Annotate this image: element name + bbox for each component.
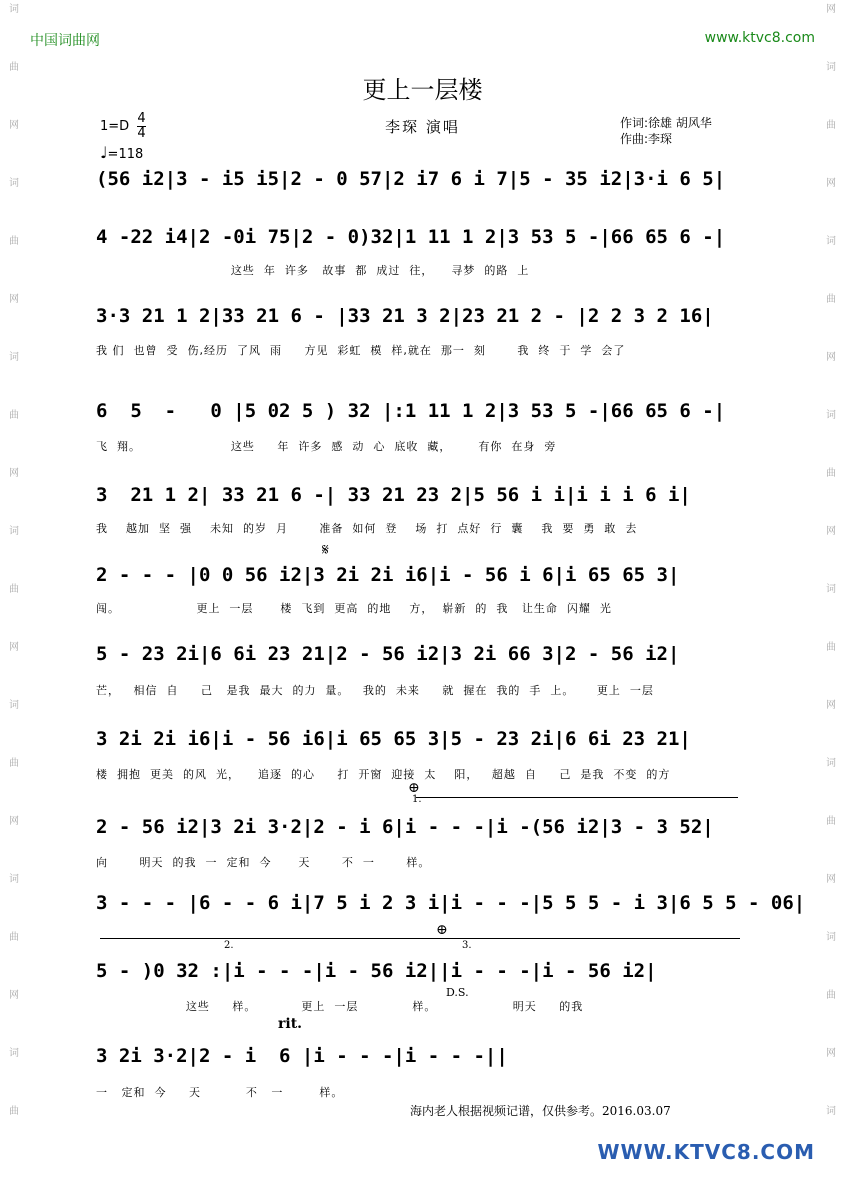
side-char: 词 [826,932,836,943]
tempo-marking [100,143,143,162]
notation-row-5: 3 21 1 2| 33 21 6 -| 33 21 23 2|5 56 i i|i i i 6 i| [96,484,691,506]
side-char: 曲 [826,120,836,131]
site-url-right[interactable]: www.ktvc8.com [704,30,815,46]
volta-3-label: 3. [462,940,472,951]
site-name-left[interactable]: 中国词曲网 [30,33,100,49]
side-char: 曲 [9,758,19,769]
side-char: 网 [826,4,836,15]
side-char: 词 [9,1048,19,1059]
side-char: 词 [826,584,836,595]
side-char: 词 [9,526,19,537]
side-char: 曲 [9,932,19,943]
rit-mark: rit. [278,1016,303,1032]
notation-row-12: 3 2i 3·2|2 - i 6 |i - - -|i - - -|| [96,1045,508,1067]
side-char: 曲 [9,62,19,73]
side-char: 词 [9,874,19,885]
notation-row-3: 3·3 21 1 2|33 21 6 - |33 21 3 2|23 21 2 - |2 2 3 2 16| [96,305,714,327]
side-char: 网 [9,816,19,827]
side-char: 网 [826,1048,836,1059]
notation-row-11: 5 - )0 32 :|i - - -|i - 56 i2||i - - -|i - 56 i2| [96,960,657,982]
notation-row-4: 6 5 - 0 |5 02 5 ) 32 |:1 11 1 2|3 53 5 -|66 65 6 -| [96,400,726,422]
side-char: 网 [9,642,19,653]
time-denominator: 4 [137,126,146,141]
side-char: 词 [826,410,836,421]
notation-row-8: 3 2i 2i i6|i - 56 i6|i 65 65 3|5 - 23 2i|6 6i 23 21| [96,728,691,750]
ds-mark: D.S. [446,986,469,999]
side-char: 曲 [9,584,19,595]
side-char: 词 [826,758,836,769]
notation-row-2: 4 -22 i4|2 -0i 75|2 - 0)32|1 11 1 2|3 53 5 -|66 65 6 -| [96,226,726,248]
side-char: 词 [9,352,19,363]
side-char: 词 [826,62,836,73]
key-label: 1=D [100,119,130,134]
lyric-row-4: 飞 翔。 这些 年 许多 感 动 心 底收 藏， 有你 在身 旁 [96,440,557,453]
lyric-row-12: 一 定和 今 天 不 一 样。 [96,1086,344,1099]
side-watermark-left [4,4,24,1164]
lyric-row-8: 楼 拥抱 更美 的风 光， 追逐 的心 打 开窗 迎接 太 阳， 超越 自 己 是我 不变 的方 [96,768,671,781]
side-char: 曲 [826,468,836,479]
side-char: 词 [826,1106,836,1117]
lyric-row-11: 这些 样。 更上 一层 样。 明天 的我 [96,1000,584,1013]
side-char: 网 [826,178,836,189]
coda-icon: ⊕ [408,780,420,796]
side-char: 网 [9,294,19,305]
singer-line: 李琛 演唱 [385,118,460,136]
side-char: 曲 [826,990,836,1001]
side-char: 词 [9,4,19,15]
volta-2-label: 2. [224,940,234,951]
time-numerator: 4 [137,111,146,126]
footer-logo[interactable]: WWW.KTVC8.COM [597,1140,815,1164]
notation-row-6: 2 - - - |0 0 56 i2|3 2i 2i i6|i - 56 i 6|i 65 65 3| [96,564,680,586]
lyric-row-5: 我 越加 坚 强 未知 的岁 月 准备 如何 登 场 打 点好 行 囊 我 要 勇 敢 去 [96,522,638,535]
time-signature [137,112,145,141]
side-char: 词 [9,700,19,711]
side-char: 词 [826,236,836,247]
lyricist: 作词:徐雄 胡风华 [620,116,712,130]
composer: 作曲:李琛 [620,132,673,146]
side-char: 曲 [9,410,19,421]
side-char: 网 [9,990,19,1001]
side-char: 曲 [9,1106,19,1117]
notation-row-10: 3 - - - |6 - - 6 i|7 5 i 2 3 i|i - - -|5 5 5 - i 3|6 5 5 - 06| [96,892,806,914]
side-char: 曲 [826,642,836,653]
lyric-row-2: 这些 年 许多 故事 都 成过 往， 寻梦 的路 上 [96,264,530,277]
side-watermark-right [821,4,841,1164]
key-signature [100,112,146,141]
volta-1-bracket [416,797,738,798]
lyric-row-9: 向 明天 的我 一 定和 今 天 不 一 样。 [96,856,431,869]
lyric-row-6: 闯。 更上 一层 楼 飞到 更高 的地 方， 崭新 的 我 让生命 闪耀 光 [96,602,612,615]
notation-row-7: 5 - 23 2i|6 6i 23 21|2 - 56 i2|3 2i 66 3|2 - 56 i2| [96,643,680,665]
footer-note: 海内老人根据视频记谱，仅供参考。2016.03.07 [410,1104,671,1118]
side-char: 曲 [826,294,836,305]
side-char: 网 [826,700,836,711]
coda-icon: ⊕ [436,922,448,938]
side-char: 词 [9,178,19,189]
side-char: 网 [9,468,19,479]
volta-1-label: 1. [412,794,422,805]
song-title: 更上一层楼 [362,76,483,104]
side-char: 曲 [826,816,836,827]
side-char: 网 [826,352,836,363]
system-line [100,938,740,939]
credits [620,115,712,147]
side-char: 网 [826,526,836,537]
side-char: 曲 [9,236,19,247]
notation-row-1: (56 i2|3 - i5 i5|2 - 0 57|2 i7 6 i 7|5 - 35 i2|3·i 6 5| [96,168,726,190]
lyric-row-3: 我 们 也曾 受 伤,经历 了风 雨 方见 彩虹 模 样,就在 那一 刻 我 终 于 学 会了 [96,344,626,357]
side-char: 网 [9,120,19,131]
quarter-note-icon: ♩ [100,143,108,162]
tempo-value: =118 [107,147,144,162]
notation-row-9: 2 - 56 i2|3 2i 3·2|2 - i 6|i - - -|i -(56 i2|3 - 3 52| [96,816,714,838]
segno-icon: 𝄋 [322,540,329,559]
side-char: 网 [826,874,836,885]
lyric-row-7: 芒， 相信 自 己 是我 最大 的力 量。 我的 未来 就 握在 我的 手 上。 更上 一层 [96,684,654,697]
